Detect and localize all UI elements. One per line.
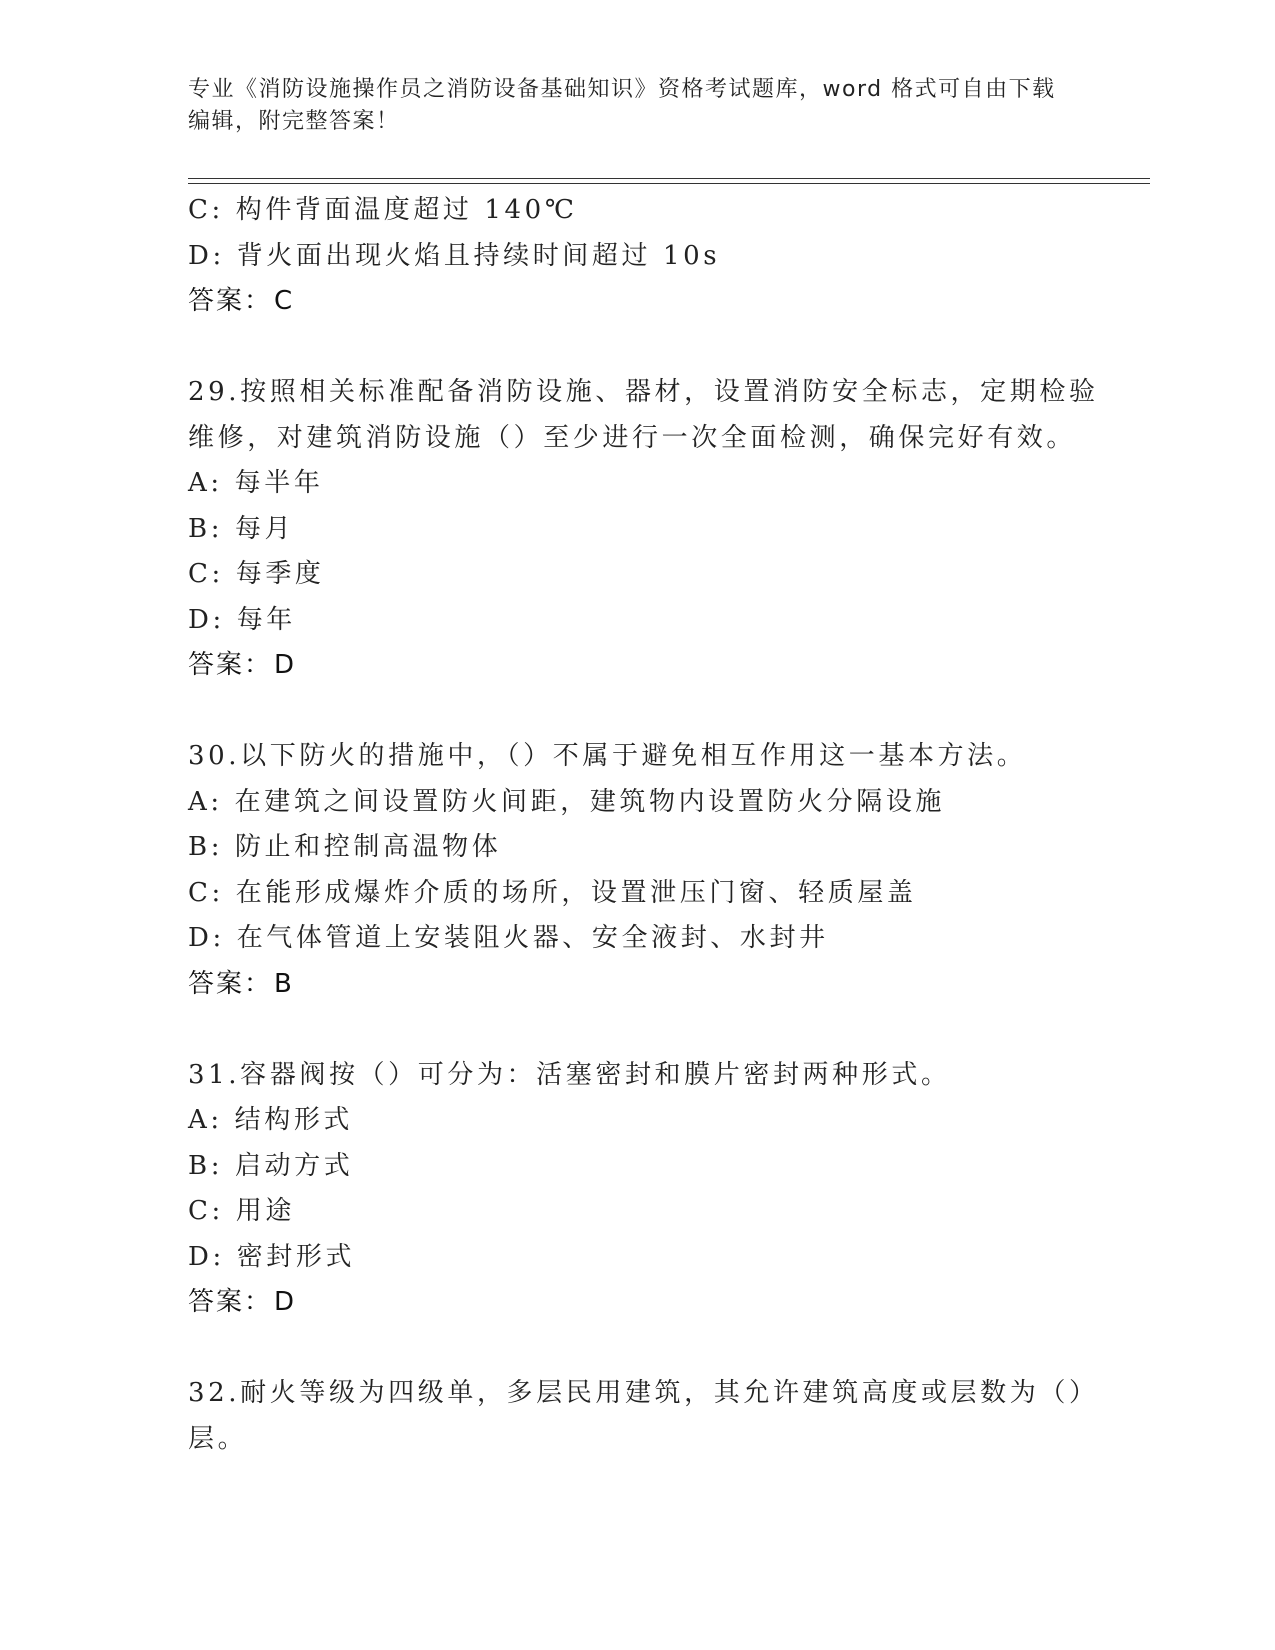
option-b: B: 每月 [188,513,295,544]
question-30 [188,734,1088,1007]
option-b: B: 启动方式 [188,1150,354,1181]
question-stem: 31.容器阀按（）可分为：活塞密封和膜片密封两种形式。 [188,1059,951,1090]
option-a: A: 结构形式 [188,1105,354,1135]
question-stem: 29.按照相关标准配备消防设施、器材，设置消防安全标志，定期检验 [188,377,1099,407]
question-31 [188,1053,1088,1326]
answer-line: 答案：D [188,1287,297,1317]
option-d: D: 在气体管道上安装阻火器、安全液封、水封井 [188,923,829,953]
option-d: D: 每年 [188,604,296,635]
option-c: C: 构件背面温度超过 140℃ [188,195,578,225]
header-rule-bottom [188,183,1150,184]
answer-line: 答案：B [188,968,294,999]
answer-line: 答案：D [188,650,297,680]
answer-line: 答案：C [188,286,295,316]
document-header [188,74,1068,138]
question-stem: 30.以下防火的措施中，（）不属于避免相互作用这一基本方法。 [188,741,1027,771]
question-32 [188,1371,1099,1462]
option-b: B: 防止和控制高温物体 [188,832,502,862]
question-stem-continued: 维修，对建筑消防设施（）至少进行一次全面检测，确保完好有效。 [188,422,1077,453]
question-29 [188,370,1099,689]
option-d: D: 背火面出现火焰且持续时间超过 10s [188,240,721,271]
question-28-continued [188,188,1088,325]
option-a: A: 每半年 [188,468,324,498]
option-c: C: 每季度 [188,559,325,589]
header-rule-top [188,178,1150,179]
option-c: C: 用途 [188,1196,295,1226]
document-body [188,188,1099,1462]
header-text: 专业《消防设施操作员之消防设备基础知识》资格考试题库，word 格式可自由下载编辑，附完整答案！ [188,77,1056,134]
question-stem-continued: 层。 [188,1423,248,1454]
question-stem: 32.耐火等级为四级单，多层民用建筑，其允许建筑高度或层数为（） [188,1378,1099,1408]
option-a: A: 在建筑之间设置防火间距，建筑物内设置防火分隔设施 [188,786,946,817]
option-c: C: 在能形成爆炸介质的场所，设置泄压门窗、轻质屋盖 [188,877,917,908]
option-d: D: 密封形式 [188,1241,356,1272]
